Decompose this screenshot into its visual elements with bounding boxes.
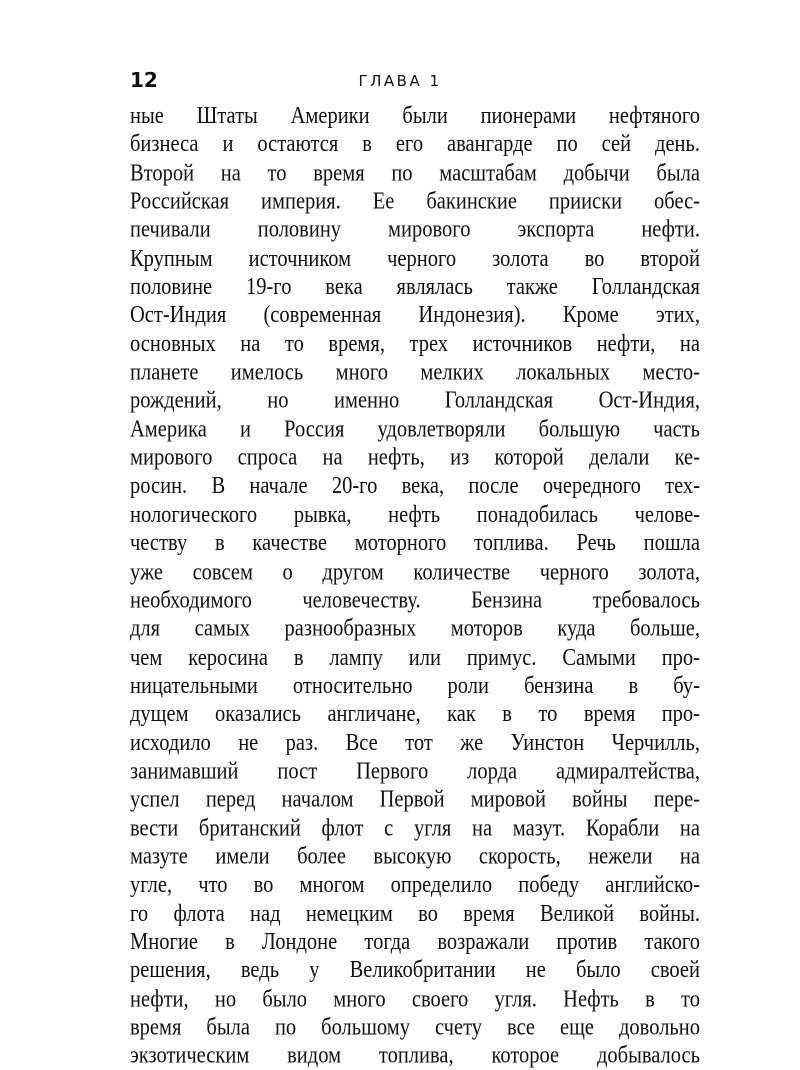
- text-line: Америка и Россия удовлетворяли большую часть: [130, 416, 700, 443]
- text-line: честву в качестве моторного топлива. Речь пошла: [130, 530, 700, 557]
- page-number: 12: [130, 68, 158, 92]
- text-line: мазуте имели более высокую скорость, нежели на: [130, 843, 700, 870]
- text-line: вести британский флот с угля на мазут. Корабли на: [130, 815, 700, 841]
- text-line: дущем оказались англичане, как в то время про-: [130, 701, 700, 728]
- text-line: Российская империя. Ее бакинские прииски обес-: [130, 188, 700, 215]
- text-line: успел перед началом Первой мировой войны пере-: [130, 786, 700, 813]
- text-line: исходило не раз. Все тот же Уинстон Черчилль,: [130, 729, 700, 756]
- text-line: планете имелось много мелких локальных место-: [130, 359, 700, 386]
- text-line: росин. В начале 20-го века, после очередного тех-: [130, 473, 700, 500]
- text-line: экзотическим видом топлива, которое добывалось: [130, 1043, 700, 1069]
- text-line: ные Штаты Америки были пионерами нефтяного: [130, 103, 700, 129]
- text-line: основных на то время, трех источников нефти, на: [130, 331, 700, 357]
- text-line: угле, что во многом определило победу английско-: [130, 872, 700, 898]
- text-line: нефти, но было много своего угля. Нефть в то: [130, 986, 700, 1012]
- text-line: необходимого человечеству. Бензина требовалось: [130, 587, 700, 614]
- text-line: бизнеса и остаются в его авангарде по сей день.: [130, 131, 700, 158]
- text-line: Крупным источником черного золота во второй: [130, 245, 700, 272]
- text-line: Второй на то время по масштабам добычи была: [130, 160, 700, 186]
- body-paragraph: [130, 102, 700, 1070]
- text-line: для самых разнообразных моторов куда больше,: [130, 615, 700, 642]
- chapter-running-head: ГЛАВА 1: [358, 72, 442, 90]
- text-line: занимавший пост Первого лорда адмиралтейства,: [130, 758, 700, 785]
- text-line: ницательными относительно роли бензина в бу-: [130, 672, 700, 699]
- text-line: время была по большому счету все еще довольно: [130, 1014, 700, 1041]
- text-line: Многие в Лондоне тогда возражали против такого: [130, 929, 700, 955]
- text-line: уже совсем о другом количестве черного золота,: [130, 558, 700, 585]
- text-line: печивали половину мирового экспорта нефти.: [130, 217, 700, 243]
- text-line: половине 19-го века являлась также Голландская: [130, 274, 700, 300]
- text-line: чем керосина в лампу или примус. Самыми про-: [130, 644, 700, 671]
- text-line: мирового спроса на нефть, из которой делали ке-: [130, 444, 700, 471]
- text-line: го флота над немецким во время Великой войны.: [130, 900, 700, 927]
- text-line: рождений, но именно Голландская Ост-Индия,: [130, 387, 700, 414]
- text-line: решения, ведь у Великобритании не было своей: [130, 957, 700, 984]
- text-line: Ост-Индия (современная Индонезия). Кроме этих,: [130, 302, 700, 329]
- text-line: нологического рывка, нефть понадобилась челове-: [130, 501, 700, 528]
